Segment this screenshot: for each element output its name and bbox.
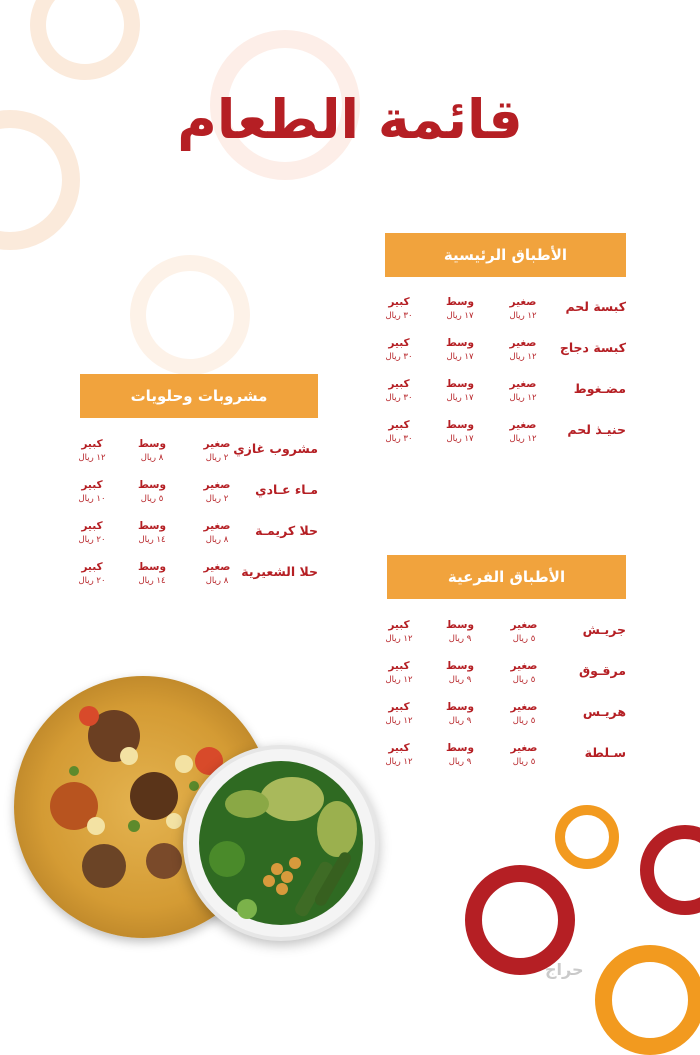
size-medium <box>132 437 172 465</box>
size-label: وسط <box>137 479 167 491</box>
size-label: وسط <box>445 619 475 631</box>
item-name: مـاء عـادي <box>255 482 318 497</box>
price: ٩ ريال <box>448 757 472 767</box>
size-label: كبير <box>388 337 410 349</box>
price: ٣٠ ريال <box>385 434 413 444</box>
size-large <box>72 560 112 588</box>
size-label: صغير <box>510 660 538 672</box>
price: ١٧ ريال <box>446 311 474 321</box>
size-small <box>503 418 543 446</box>
size-label: كبير <box>81 479 103 491</box>
menu-items <box>80 437 318 601</box>
size-label: كبير <box>81 520 103 532</box>
price: ٣٠ ريال <box>385 393 413 403</box>
size-large <box>379 418 419 446</box>
item-name: مشروب غازي <box>233 441 318 456</box>
menu-item <box>80 478 318 519</box>
size-label: صغير <box>510 742 538 754</box>
item-name: مضـغوط <box>573 381 626 396</box>
menu-item <box>385 336 626 377</box>
decor-ring <box>465 865 575 975</box>
price: ١٢ ريال <box>385 716 413 726</box>
item-name: حلا كريمـة <box>255 523 318 538</box>
item-name: كبسة دجاج <box>559 340 626 355</box>
watermark-logo: حراج <box>545 960 584 979</box>
size-label: وسط <box>445 419 475 431</box>
size-large <box>72 478 112 506</box>
size-label: كبير <box>388 742 410 754</box>
decor-ring <box>595 945 700 1055</box>
size-small <box>504 700 544 728</box>
size-large <box>379 618 419 646</box>
size-label: وسط <box>445 742 475 754</box>
price: ١٢ ريال <box>509 352 537 362</box>
price: ١٧ ريال <box>446 434 474 444</box>
size-label: وسط <box>137 520 167 532</box>
size-label: صغير <box>203 438 231 450</box>
price: ٥ ريال <box>512 716 536 726</box>
size-medium <box>440 618 480 646</box>
size-small <box>197 437 237 465</box>
size-medium <box>132 478 172 506</box>
section-side-dishes <box>387 555 626 782</box>
size-label: وسط <box>445 701 475 713</box>
size-label: صغير <box>509 378 537 390</box>
price: ١٢ ريال <box>78 453 106 463</box>
price: ٩ ريال <box>448 716 472 726</box>
size-large <box>379 377 419 405</box>
price: ٣٠ ريال <box>385 352 413 362</box>
size-label: صغير <box>510 701 538 713</box>
price: ٩ ريال <box>448 634 472 644</box>
menu-item <box>80 519 318 560</box>
size-small <box>197 478 237 506</box>
salad-icon <box>187 749 375 937</box>
price: ٢ ريال <box>205 494 229 504</box>
size-small <box>197 560 237 588</box>
size-small <box>503 336 543 364</box>
salad-bowl-image <box>183 745 379 941</box>
size-medium <box>440 659 480 687</box>
size-label: كبير <box>81 561 103 573</box>
size-medium <box>440 336 480 364</box>
price: ٩ ريال <box>448 675 472 685</box>
menu-item <box>80 437 318 478</box>
page-title: قائمة الطعام <box>177 88 523 151</box>
price: ١٢ ريال <box>509 434 537 444</box>
price: ١٧ ريال <box>446 393 474 403</box>
menu-item <box>385 377 626 418</box>
size-medium <box>440 295 480 323</box>
section-header: الأطباق الرئيسية <box>385 233 626 277</box>
size-label: وسط <box>137 438 167 450</box>
section-header: الأطباق الفرعية <box>387 555 626 599</box>
size-medium <box>440 418 480 446</box>
price: ٢٠ ريال <box>78 576 106 586</box>
menu-item <box>387 700 626 741</box>
price: ٥ ريال <box>140 494 164 504</box>
menu-item <box>387 659 626 700</box>
price: ١٠ ريال <box>78 494 106 504</box>
price: ١٢ ريال <box>509 311 537 321</box>
price: ٨ ريال <box>205 576 229 586</box>
size-medium <box>132 519 172 547</box>
size-label: وسط <box>445 378 475 390</box>
size-label: كبير <box>81 438 103 450</box>
size-large <box>379 700 419 728</box>
size-large <box>379 741 419 769</box>
price: ١٢ ريال <box>509 393 537 403</box>
size-medium <box>440 741 480 769</box>
size-medium <box>132 560 172 588</box>
menu-item <box>387 741 626 782</box>
decor-ring <box>640 825 700 915</box>
section-header: مشروبات وحلويات <box>80 374 318 418</box>
menu-item <box>385 295 626 336</box>
size-small <box>503 295 543 323</box>
size-label: صغير <box>509 296 537 308</box>
price: ٨ ريال <box>140 453 164 463</box>
price: ٥ ريال <box>512 634 536 644</box>
size-label: صغير <box>203 561 231 573</box>
size-small <box>504 741 544 769</box>
item-name: كبسة لحم <box>565 299 626 314</box>
size-large <box>379 659 419 687</box>
size-large <box>379 295 419 323</box>
size-small <box>503 377 543 405</box>
decor-ring <box>555 805 619 869</box>
price: ٥ ريال <box>512 757 536 767</box>
price: ١٢ ريال <box>385 634 413 644</box>
price: ٢ ريال <box>205 453 229 463</box>
decor-ring <box>30 0 140 80</box>
size-label: وسط <box>137 561 167 573</box>
section-drinks-desserts <box>80 374 318 601</box>
size-label: كبير <box>388 701 410 713</box>
size-medium <box>440 377 480 405</box>
item-name: مرقـوق <box>579 663 626 678</box>
menu-item <box>385 418 626 459</box>
size-label: كبير <box>388 378 410 390</box>
size-small <box>197 519 237 547</box>
price: ٨ ريال <box>205 535 229 545</box>
price: ١٤ ريال <box>138 535 166 545</box>
size-small <box>504 659 544 687</box>
menu-item <box>80 560 318 601</box>
section-main-dishes <box>385 233 626 459</box>
size-large <box>72 519 112 547</box>
size-label: وسط <box>445 296 475 308</box>
menu-items <box>385 295 626 459</box>
size-label: صغير <box>510 619 538 631</box>
item-name: هريـس <box>582 704 626 719</box>
price: ١٢ ريال <box>385 675 413 685</box>
menu-item <box>387 618 626 659</box>
size-label: كبير <box>388 660 410 672</box>
size-label: صغير <box>203 479 231 491</box>
size-label: صغير <box>509 419 537 431</box>
price: ١٢ ريال <box>385 757 413 767</box>
size-label: صغير <box>203 520 231 532</box>
price: ١٤ ريال <box>138 576 166 586</box>
item-name: حلا الشعيرية <box>241 564 318 579</box>
item-name: حنيـذ لحم <box>567 422 626 437</box>
item-name: جريـش <box>582 622 626 637</box>
size-medium <box>440 700 480 728</box>
size-label: وسط <box>445 337 475 349</box>
price: ١٧ ريال <box>446 352 474 362</box>
menu-items <box>387 618 626 782</box>
size-label: كبير <box>388 296 410 308</box>
size-large <box>379 336 419 364</box>
size-label: صغير <box>509 337 537 349</box>
decor-ring <box>130 255 250 375</box>
price: ٣٠ ريال <box>385 311 413 321</box>
size-small <box>504 618 544 646</box>
size-label: كبير <box>388 619 410 631</box>
price: ٥ ريال <box>512 675 536 685</box>
item-name: سـلطة <box>584 745 626 760</box>
price: ٢٠ ريال <box>78 535 106 545</box>
size-label: وسط <box>445 660 475 672</box>
size-large <box>72 437 112 465</box>
size-label: كبير <box>388 419 410 431</box>
